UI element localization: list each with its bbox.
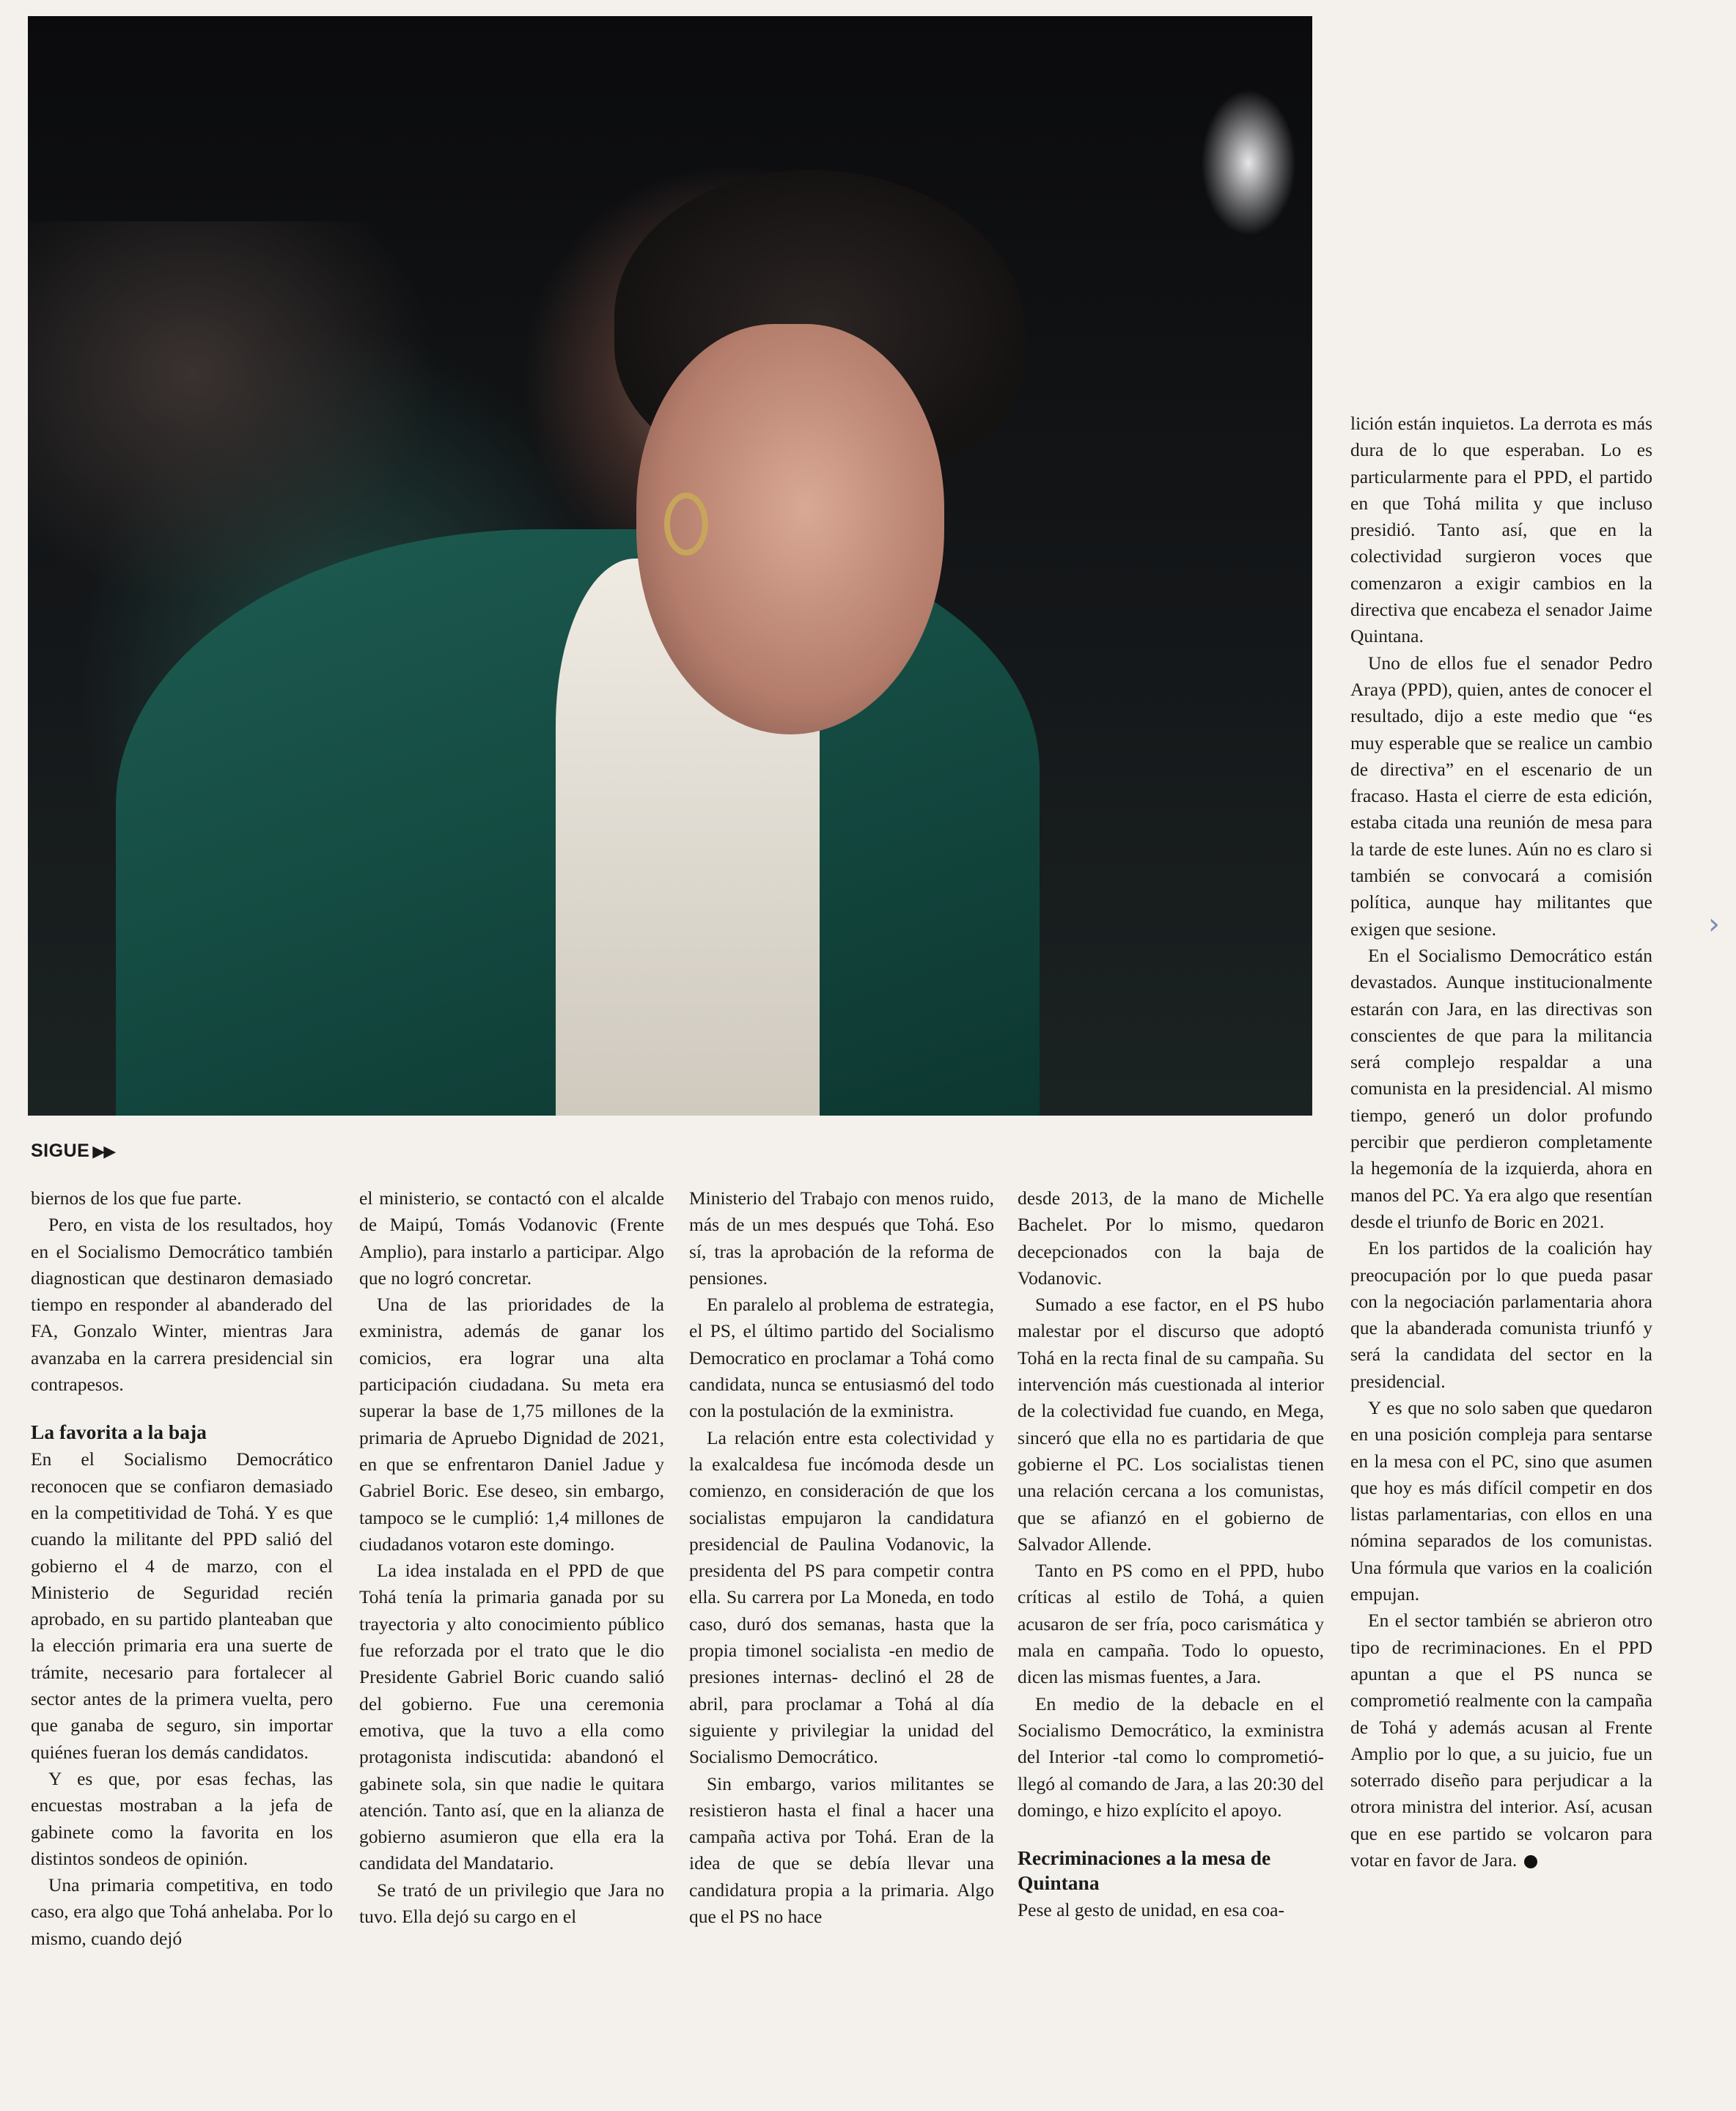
paragraph: biernos de los que fue parte. [31,1187,242,1209]
paragraph: En el Socialismo Democrático están devastados. Aunque institucionalmente estarán con Jara, en las directivas son conscientes de que para la militancia será complejo respaldar a una comunista en la presidencial. Al mismo tiempo, generó un dolor profundo percibir que perdieron completamente la hegemonía de la izquierda, ahora en manos del PC. Ya era algo que resentían desde el triunfo de Boric en 2021. [1350,944,1652,1232]
lead-photo [28,16,1312,1116]
article-column-1 [31,1185,333,1952]
paragraph: Tanto en PS como en el PPD, hubo críticas al estilo de Tohá, a quien acusaron de ser fría, poco carismática y mala en campaña. Todo lo opuesto, dicen las mismas fuentes, a Jara. [1018,1560,1324,1688]
paragraph: En el sector también se abrieron otro tipo de recriminaciones. En el PPD apuntan a que el PS nunca se comprometió realmente con la campaña de Tohá y además acusan al Frente Amplio por lo que, a su juicio, fue un soterrado diseño para perjudicar a la otrora ministra del interior. Así, acusan que en ese partido se volcaron para votar en favor de Jara. [1350,1610,1652,1871]
paragraph: el ministerio, se contactó con el alcalde de Maipú, Tomás Vodanovic (Frente Amplio), para instarlo a participar. Algo que no logró concretar. [359,1187,664,1289]
paragraph: En medio de la debacle en el Socialismo Democrático, la exministra del Interior -tal como lo comprometió- llegó al comando de Jara, a las 20:30 del domingo, e hizo explícito el apoyo. [1018,1692,1324,1821]
article-column-5 [1350,410,1652,1874]
article-column-4 [1018,1185,1324,1923]
paragraph: Sumado a ese factor, en el PS hubo malestar por el discurso que adoptó Tohá en la recta final de su campaña. Su intervención más cuestionada al interior de la colectividad fue cuando, en Mega, sinceró que ella no es partidaria de que gobierne el PC. Los socialistas tienen una relación cercana a los comunistas, que se afianzó en el gobierno de Salvador Allende. [1018,1294,1324,1555]
paragraph: La relación entre esta colectividad y la exalcaldesa fue incómoda desde un comienzo, en consideración de que los socialistas empujaron la candidatura presidencial de Paulina Vodanovic, la presidenta del PS para competir contra ella. Su carrera por La Moneda, en todo caso, duró dos semanas, hasta que la propia timonel socialista -en medio de presiones internas- declinó el 28 de abril, para proclamar a Tohá al día siguiente y privilegiar la unidad del Socialismo Democrático. [689,1426,994,1768]
chevron-right-icon[interactable]: › [1708,907,1720,941]
paragraph: desde 2013, de la mano de Michelle Bachelet. Por lo mismo, quedaron decepcionados con la baja de Vodanovic. [1018,1187,1324,1289]
paragraph: Pese al gesto de unidad, en esa coa- [1018,1899,1284,1921]
paragraph: En los partidos de la coalición hay preocupación por lo que pueda pasar con la negociación parlamentaria ahora que la abanderada comunista triunfó y será la candidata del sector en la presidencial. [1350,1237,1652,1392]
paragraph-with-end [1350,1607,1652,1874]
paragraph: Sin embargo, varios militantes se resistieron hasta el final a hacer una campaña activa por Tohá. Eran de la idea de que se debía llevar una candidatura propia a la primaria. Algo que el PS no hace [689,1772,994,1928]
section-heading: Recriminaciones a la mesa de Quintana [1018,1846,1271,1895]
paragraph: Una de las prioridades de la exministra, además de ganar los comicios, era lograr una alta participación ciudadana. Su meta era superar la base de 1,75 millones de la primaria de Apruebo Dignidad de 2021, en que se enfrentaron Daniel Jadue y Gabriel Boric. Ese deseo, sin embargo, tampoco se le cumplió: 1,4 millones de ciudadanos votaron este domingo. [359,1294,664,1555]
paragraph: Se trató de un privilegio que Jara no tuvo. Ella dejó su cargo en el [359,1879,664,1928]
paragraph: Y es que no solo saben que quedaron en una posición compleja para sentarse en la mesa con el PC, sino que asumen que hoy es más difícil competir en dos listas parlamentarias, con ellos en una nómina separados de los comunistas. Una fórmula que varios en la coalición empujan. [1350,1396,1652,1605]
sigue-label: SIGUE [31,1141,90,1161]
section-heading: La favorita a la baja [31,1421,207,1444]
paragraph: En paralelo al problema de estrategia, el PS, el último partido del Socialismo Democratico en proclamar a Tohá como candidata, nunca se entusiasmó del todo con la postulación de la exministra. [689,1294,994,1422]
paragraph: Ministerio del Trabajo con menos ruido, más de un mes después que Tohá. Eso sí, tras la aprobación de la reforma de pensiones. [689,1187,994,1289]
article-column-3 [689,1185,994,1930]
double-right-triangle-icon: ▶▶ [92,1142,115,1160]
paragraph: lición están inquietos. La derrota es más dura de lo que esperaban. Lo es particularmente para el PPD, el partido en que Tohá milita y que incluso presidió. Tanto así, que en la colectividad surgieron voces que comenzaron a exigir cambios en la directiva que encabeza el senador Jaime Quintana. [1350,413,1652,647]
paragraph: Una primaria competitiva, en todo caso, era algo que Tohá anhelaba. Por lo mismo, cuando dejó [31,1874,333,1949]
paragraph: Uno de ellos fue el senador Pedro Araya (PPD), quien, antes de conocer el resultado, dijo a este medio que “es muy esperable que se realice un cambio de directiva” en el escenario de un fracaso. Hasta el cierre de esta edición, estaba citada una reunión de mesa para la tarde de este lunes. Aún no es claro si también se convocará a comisión política, aunque hay militantes que exigen que sesione. [1350,652,1652,940]
paragraph: Pero, en vista de los resultados, hoy en el Socialismo Democrático también diagnostican que destinaron demasiado tiempo en responder al abanderado del FA, Gonzalo Winter, mientras Jara avanzaba en la carrera presidencial sin contrapesos. [31,1214,333,1396]
paragraph: La idea instalada en el PPD de que Tohá tenía la primaria ganada por su trayectoria y alto conocimiento público fue reforzada por el trato que le dio Presidente Gabriel Boric cuando salió del gobierno. Fue una ceremonia emotiva, que la tuvo a ella como protagonista indiscutida: abandonó el gabinete sola, sin que nadie le quitara atención. Tanto así, que en la alianza de gobierno asumieron que ella era la candidata del Mandatario. [359,1560,664,1874]
article-column-2 [359,1185,664,1930]
paragraph: En el Socialismo Democrático reconocen que se confiaron demasiado en la competitividad de Tohá. Y es que cuando la militante del PPD salió del gobierno el 4 de marzo, con el Ministerio de Seguridad recién aprobado, en su partido planteaban que la elección primaria era una suerte de trámite, necesario para fortalecer al sector antes de la primera vuelta, pero que ganaba de seguro, sin importar quiénes fueran los demás candidatos. [31,1448,333,1763]
end-bullet-icon [1524,1855,1537,1868]
continues-marker [31,1141,114,1162]
paragraph: Y es que, por esas fechas, las encuestas mostraban a la jefa de gabinete como la favorita en los distintos sondeos de opinión. [31,1767,333,1869]
